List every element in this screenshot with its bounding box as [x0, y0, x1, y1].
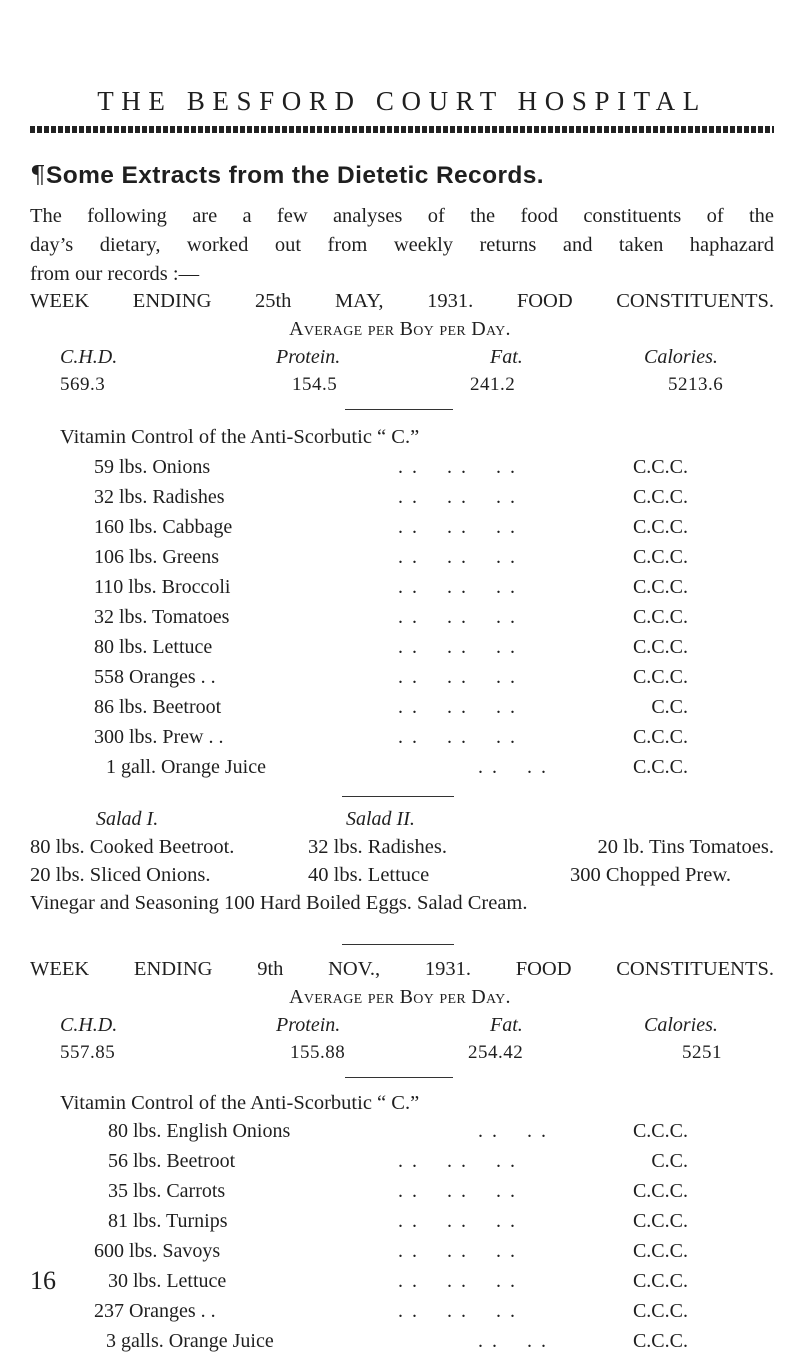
- leader-dots: . . . . . .: [398, 1270, 517, 1292]
- list-item: 106 lbs. Greens: [94, 546, 219, 568]
- section-title: Some Extracts from the Dietetic Records.: [46, 162, 544, 189]
- leader-dots: . . . . . .: [398, 1240, 517, 1262]
- list-item: 80 lbs. English Onions: [108, 1120, 291, 1142]
- leader-dots: . . . . . .: [398, 456, 517, 478]
- list-item: 110 lbs. Broccoli: [94, 576, 231, 598]
- average-caption: Average per Boy per Day.: [289, 318, 511, 340]
- salad-footer: [30, 892, 774, 920]
- vitamin-rating: C.C.C.: [632, 1180, 688, 1202]
- salad-row: [30, 836, 774, 864]
- paragraph-marker-icon: ¶: [30, 160, 46, 189]
- protein-value: 154.5: [292, 374, 338, 395]
- list-item: 86 lbs. Beetroot: [94, 696, 222, 718]
- leader-dots: . . . . . .: [398, 486, 517, 508]
- calories-label: Calories.: [644, 1014, 718, 1036]
- salad-item: 80 lbs. Cooked Beetroot.: [30, 836, 235, 858]
- vitamin-heading: Vitamin Control of the Anti-Scorbutic “ C.”: [60, 426, 420, 448]
- leader-dots: . . . .: [478, 756, 548, 778]
- protein-value: 155.88: [290, 1042, 346, 1063]
- leader-dots: . . . . . .: [398, 516, 517, 538]
- leader-dots: . . . . . .: [398, 1150, 517, 1172]
- protein-label: Protein.: [276, 346, 341, 368]
- intro-line: day’s dietary, worked out from weekly returns and taken haphazard: [30, 234, 774, 256]
- calories-value: 5251: [682, 1042, 722, 1063]
- week-heading: WEEK ENDING 9th NOV., 1931. FOOD CONSTITUENTS.: [30, 958, 774, 980]
- vitamin-rating: C.C.C.: [632, 756, 688, 778]
- intro-line: from our records :—: [30, 263, 200, 285]
- list-item: 558 Oranges . .: [94, 666, 216, 688]
- chd-value: 557.85: [60, 1042, 116, 1063]
- list-item: 600 lbs. Savoys: [94, 1240, 221, 1262]
- vitamin-rating: C.C.C.: [632, 726, 688, 748]
- list-item: 30 lbs. Lettuce: [108, 1270, 227, 1292]
- list-item: 160 lbs. Cabbage: [94, 516, 233, 538]
- chd-value: 569.3: [60, 374, 106, 395]
- vitamin-rating: C.C.C.: [632, 1300, 688, 1322]
- vitamin-rating: C.C.C.: [632, 1120, 688, 1142]
- salad-item: 20 lbs. Sliced Onions.: [30, 864, 211, 886]
- page-number: 16: [30, 1266, 56, 1295]
- list-item: 237 Oranges . .: [94, 1300, 216, 1322]
- calories-label: Calories.: [644, 346, 718, 368]
- chd-label: C.H.D.: [60, 1014, 118, 1036]
- vitamin-list: [0, 456, 800, 788]
- leader-dots: . . . . . .: [398, 606, 517, 628]
- salad-item: 32 lbs. Radishes.: [308, 836, 447, 858]
- salad-item: 40 lbs. Lettuce: [308, 864, 430, 886]
- list-item: 1 gall. Orange Juice: [106, 756, 266, 778]
- leader-dots: . . . . . .: [398, 576, 517, 598]
- chd-label: C.H.D.: [60, 346, 118, 368]
- divider-rule: [342, 944, 454, 945]
- vitamin-rating: C.C.C.: [632, 1240, 688, 1262]
- fat-label: Fat.: [490, 1014, 523, 1036]
- list-item: 35 lbs. Carrots: [108, 1180, 226, 1202]
- fat-value: 254.42: [468, 1042, 524, 1063]
- leader-dots: . . . . . .: [398, 1180, 517, 1202]
- divider-rule: [345, 1077, 453, 1078]
- leader-dots: . . . . . .: [398, 636, 517, 658]
- vitamin-rating: C.C.C.: [632, 516, 688, 538]
- vitamin-rating: C.C.C.: [632, 456, 688, 478]
- section-title-line: [30, 160, 544, 190]
- salad-heading: Salad I.: [96, 808, 159, 830]
- divider-rule: [345, 409, 453, 410]
- list-item: 300 lbs. Prew . .: [94, 726, 224, 748]
- list-item: 32 lbs. Tomatoes: [94, 606, 230, 628]
- intro-line: The following are a few analyses of the food constituents of the: [30, 205, 774, 227]
- list-item: 59 lbs. Onions: [94, 456, 211, 478]
- vitamin-rating: C.C.: [651, 1150, 688, 1172]
- protein-label: Protein.: [276, 1014, 341, 1036]
- leader-dots: . . . .: [478, 1120, 548, 1142]
- calories-value: 5213.6: [668, 374, 724, 395]
- week-heading: WEEK ENDING 25th MAY, 1931. FOOD CONSTITUENTS.: [30, 290, 774, 312]
- salad-row: [30, 864, 774, 892]
- vitamin-heading: Vitamin Control of the Anti-Scorbutic “ C.”: [60, 1092, 420, 1114]
- vitamin-rating: C.C.C.: [632, 486, 688, 508]
- list-item: 3 galls. Orange Juice: [106, 1330, 274, 1352]
- leader-dots: . . . . . .: [398, 546, 517, 568]
- intro-paragraph: [30, 202, 774, 289]
- salad-item: 300 Chopped Prew.: [570, 864, 731, 886]
- vitamin-rating: C.C.: [651, 696, 688, 718]
- leader-dots: . . . . . .: [398, 1210, 517, 1232]
- average-caption: Average per Boy per Day.: [289, 986, 511, 1008]
- divider-rule: [342, 796, 454, 797]
- list-item: 80 lbs. Lettuce: [94, 636, 213, 658]
- leader-dots: . . . . . .: [398, 666, 517, 688]
- vitamin-rating: C.C.C.: [632, 666, 688, 688]
- dotted-rule: [30, 126, 774, 133]
- vitamin-rating: C.C.C.: [632, 546, 688, 568]
- vitamin-rating: C.C.C.: [632, 1210, 688, 1232]
- leader-dots: . . . .: [478, 1330, 548, 1352]
- vitamin-rating: C.C.C.: [632, 576, 688, 598]
- running-head: THE BESFORD COURT HOSPITAL: [97, 86, 707, 116]
- list-item: 32 lbs. Radishes: [94, 486, 225, 508]
- salad-heading: Salad II.: [346, 808, 415, 830]
- vitamin-rating: C.C.C.: [632, 606, 688, 628]
- salad-item: 20 lb. Tins Tomatoes.: [597, 836, 774, 858]
- salad-footer-text: Vinegar and Seasoning 100 Hard Boiled Eggs. Salad Cream.: [30, 892, 528, 914]
- vitamin-rating: C.C.C.: [632, 1330, 688, 1352]
- leader-dots: . . . . . .: [398, 696, 517, 718]
- fat-value: 241.2: [470, 374, 516, 395]
- list-item: 81 lbs. Turnips: [108, 1210, 228, 1232]
- vitamin-rating: C.C.C.: [632, 636, 688, 658]
- leader-dots: . . . . . .: [398, 1300, 517, 1322]
- vitamin-rating: C.C.C.: [632, 1270, 688, 1292]
- list-item: 56 lbs. Beetroot: [108, 1150, 236, 1172]
- leader-dots: . . . . . .: [398, 726, 517, 748]
- vitamin-list: [0, 1120, 800, 1364]
- fat-label: Fat.: [490, 346, 523, 368]
